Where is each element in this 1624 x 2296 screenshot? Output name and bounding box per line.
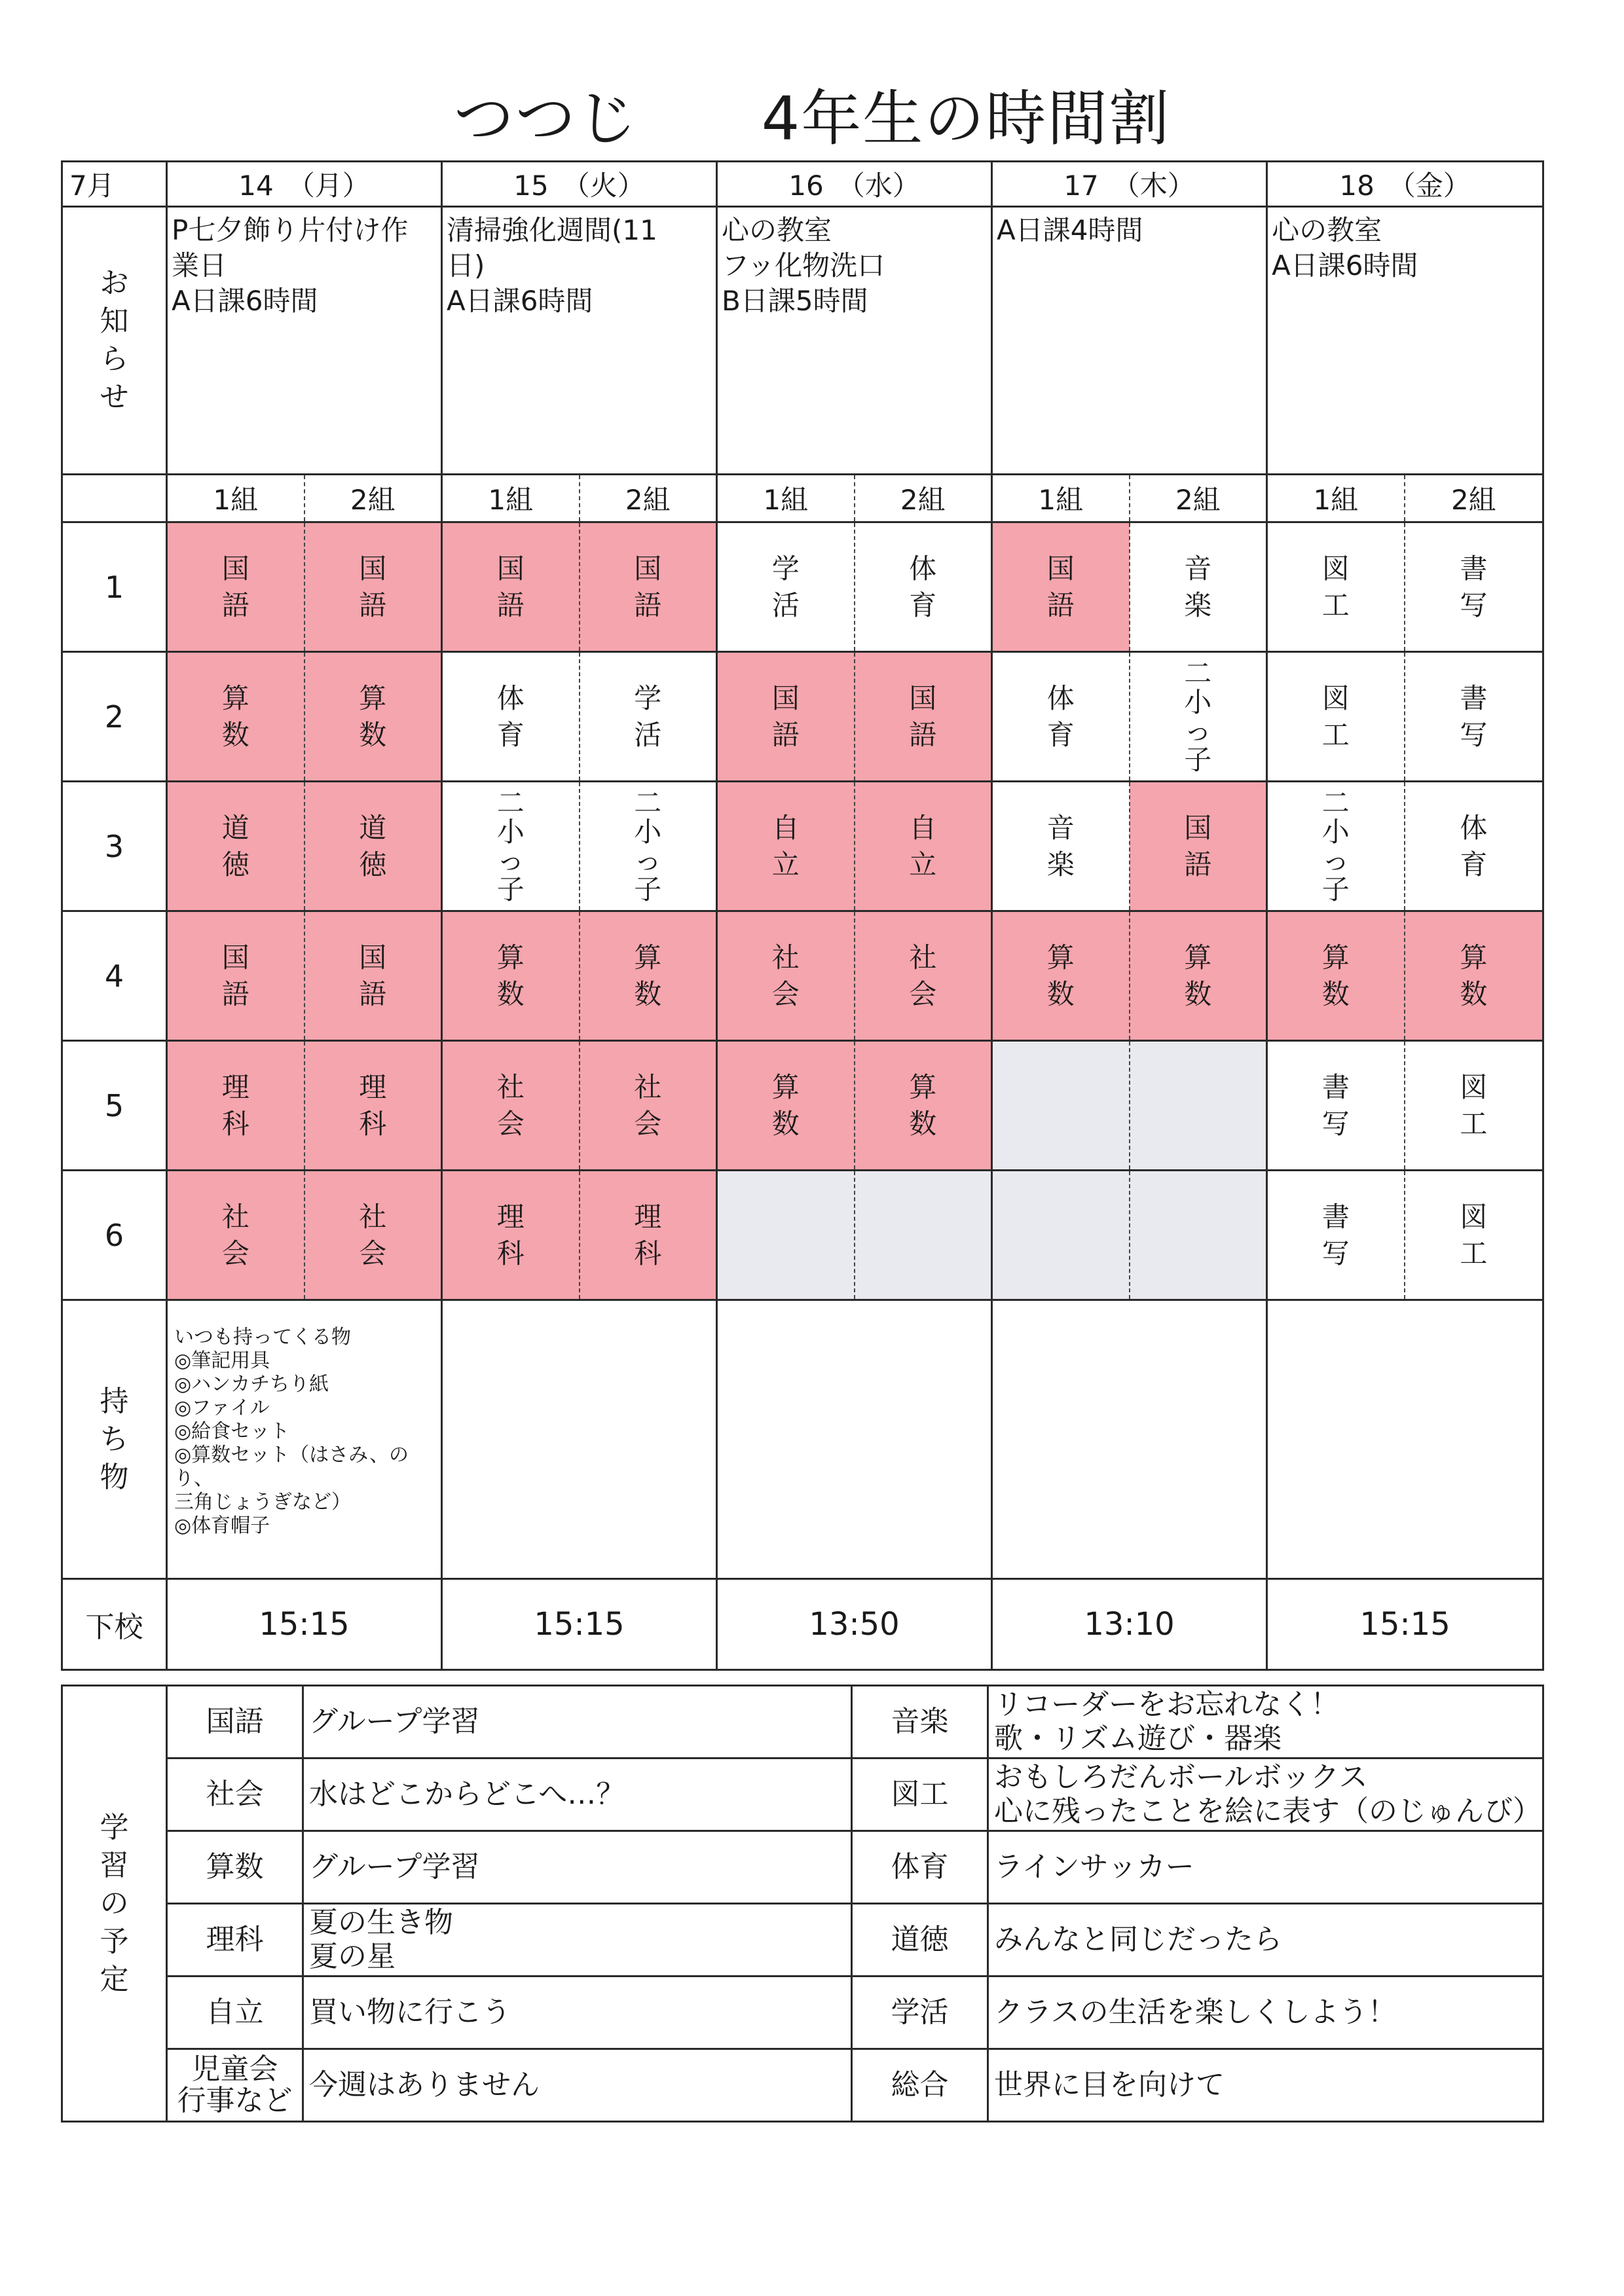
lesson-cell: 書 写 xyxy=(1267,1041,1405,1171)
period-row xyxy=(62,522,1543,652)
day-header-tue: 15 （火） xyxy=(442,162,717,207)
lesson-cell xyxy=(1130,1041,1267,1171)
day-header-fri: 18 （金） xyxy=(1267,162,1543,207)
lesson-cell: 社 会 xyxy=(167,1171,304,1300)
class-label: 2組 xyxy=(1405,475,1543,522)
lesson-cell xyxy=(717,1171,855,1300)
lesson-cell xyxy=(992,1171,1130,1300)
plan-right-subject: 道徳 xyxy=(852,1904,988,1977)
plan-row xyxy=(62,1758,1543,1831)
lesson-cell: 自 立 xyxy=(855,782,992,911)
lesson-cell: 算 数 xyxy=(855,1041,992,1171)
lesson-cell: 算 数 xyxy=(1130,911,1267,1041)
lesson-cell: 図 工 xyxy=(1267,652,1405,782)
study-plan-table xyxy=(61,1685,1544,2123)
plan-label xyxy=(62,1686,167,2122)
dismissal-time-thu: 13:10 xyxy=(992,1579,1267,1670)
plan-right-text: みんなと同じだったら xyxy=(988,1904,1543,1977)
day-header-thu: 17 （木） xyxy=(992,162,1267,207)
lesson-cell: 書 写 xyxy=(1267,1171,1405,1300)
class-label: 2組 xyxy=(1130,475,1267,522)
lesson-cell: 書 写 xyxy=(1405,522,1543,652)
lesson-cell: 二 小 っ 子 xyxy=(1267,782,1405,911)
lesson-cell: 国 語 xyxy=(580,522,717,652)
lesson-cell: 音 楽 xyxy=(1130,522,1267,652)
notice-tue: 清掃強化週間(11 日) A日課6時間 xyxy=(442,207,717,475)
period-row xyxy=(62,652,1543,782)
class-label: 2組 xyxy=(304,475,442,522)
lesson-cell: 道 徳 xyxy=(167,782,304,911)
lesson-cell: 算 数 xyxy=(717,1041,855,1171)
lesson-cell: 算 数 xyxy=(304,652,442,782)
notice-mon: P七夕飾り片付け作 業日 A日課6時間 xyxy=(167,207,442,475)
notices-label-text: お 知 ら せ xyxy=(100,266,129,414)
lesson-cell: 学 活 xyxy=(580,652,717,782)
lesson-cell: 算 数 xyxy=(992,911,1130,1041)
dismissal-time-mon: 15:15 xyxy=(167,1579,442,1670)
lesson-cell: 社 会 xyxy=(304,1171,442,1300)
notices-label xyxy=(62,207,167,475)
day-header-wed: 16 （水） xyxy=(717,162,992,207)
page-title: つつじ 4年生の時間割 xyxy=(453,84,1171,154)
items-label xyxy=(62,1300,167,1579)
class-label: 1組 xyxy=(717,475,855,522)
plan-right-text: 世界に目を向けて xyxy=(988,2049,1543,2122)
items-thu xyxy=(992,1300,1267,1579)
notice-wed: 心の教室 フッ化物洗口 B日課5時間 xyxy=(717,207,992,475)
class-label: 1組 xyxy=(167,475,304,522)
plan-right-subject: 学活 xyxy=(852,1977,988,2049)
plan-left-subject: 算数 xyxy=(167,1831,303,1904)
dismissal-time-wed: 13:50 xyxy=(717,1579,992,1670)
plan-right-text: リコーダーをお忘れなく！ 歌・リズム遊び・器楽 xyxy=(988,1686,1543,1758)
lesson-cell: 国 語 xyxy=(304,522,442,652)
plan-row xyxy=(62,2049,1543,2122)
plan-left-subject: 社会 xyxy=(167,1758,303,1831)
plan-right-text: おもしろだんボールボックス 心に残ったことを絵に表す（のじゅんび） xyxy=(988,1758,1543,1831)
plan-left-subject: 自立 xyxy=(167,1977,303,2049)
lesson-cell: 国 語 xyxy=(167,911,304,1041)
lesson-cell: 理 科 xyxy=(304,1041,442,1171)
notices-row xyxy=(62,207,1543,475)
plan-label-text: 学 習 の 予 定 xyxy=(100,1810,129,1996)
lesson-cell: 国 語 xyxy=(1130,782,1267,911)
lesson-cell: 算 数 xyxy=(1405,911,1543,1041)
lesson-cell: 自 立 xyxy=(717,782,855,911)
lesson-cell: 算 数 xyxy=(1267,911,1405,1041)
dismissal-time-tue: 15:15 xyxy=(442,1579,717,1670)
class-header-row xyxy=(62,475,1543,522)
lesson-cell: 二 小 っ 子 xyxy=(580,782,717,911)
lesson-cell: 算 数 xyxy=(442,911,580,1041)
plan-right-subject: 体育 xyxy=(852,1831,988,1904)
lesson-cell: 道 徳 xyxy=(304,782,442,911)
plan-left-text: 夏の生き物 夏の星 xyxy=(303,1904,852,1977)
items-fri xyxy=(1267,1300,1543,1579)
period-number: 6 xyxy=(62,1171,167,1300)
period-number: 5 xyxy=(62,1041,167,1171)
period-number: 1 xyxy=(62,522,167,652)
lesson-cell: 図 工 xyxy=(1405,1041,1543,1171)
plan-left-text: 今週はありません xyxy=(303,2049,852,2122)
lesson-cell: 国 語 xyxy=(167,522,304,652)
month-cell: 7月 xyxy=(62,162,167,207)
timetable xyxy=(61,160,1544,1671)
lesson-cell: 算 数 xyxy=(580,911,717,1041)
plan-right-subject: 音楽 xyxy=(852,1686,988,1758)
items-row xyxy=(62,1300,1543,1579)
lesson-cell: 図 工 xyxy=(1405,1171,1543,1300)
period-row xyxy=(62,1041,1543,1171)
class-label: 1組 xyxy=(1267,475,1405,522)
class-label: 2組 xyxy=(580,475,717,522)
lesson-cell: 社 会 xyxy=(442,1041,580,1171)
lesson-cell: 学 活 xyxy=(717,522,855,652)
period-row xyxy=(62,782,1543,911)
period-row xyxy=(62,1171,1543,1300)
plan-left-subject: 国語 xyxy=(167,1686,303,1758)
lesson-cell: 算 数 xyxy=(167,652,304,782)
plan-left-text: グループ学習 xyxy=(303,1831,852,1904)
class-header-blank xyxy=(62,475,167,522)
period-number: 4 xyxy=(62,911,167,1041)
dismissal-time-fri: 15:15 xyxy=(1267,1579,1543,1670)
dismissal-label: 下校 xyxy=(62,1579,167,1670)
class-label: 1組 xyxy=(992,475,1130,522)
plan-left-subject: 理科 xyxy=(167,1904,303,1977)
plan-right-text: クラスの生活を楽しくしよう！ xyxy=(988,1977,1543,2049)
lesson-cell: 二 小 っ 子 xyxy=(1130,652,1267,782)
lesson-cell: 社 会 xyxy=(717,911,855,1041)
lesson-cell: 体 育 xyxy=(855,522,992,652)
lesson-cell: 体 育 xyxy=(1405,782,1543,911)
notice-fri: 心の教室 A日課6時間 xyxy=(1267,207,1543,475)
plan-row xyxy=(62,1977,1543,2049)
class-label: 2組 xyxy=(855,475,992,522)
lesson-cell: 音 楽 xyxy=(992,782,1130,911)
notice-thu: A日課4時間 xyxy=(992,207,1267,475)
lesson-cell: 書 写 xyxy=(1405,652,1543,782)
items-mon: いつも持ってくる物 ◎筆記用具 ◎ハンカチちり紙 ◎ファイル ◎給食セット ◎算数セット（はさみ、のり、 三角じょうぎなど） ◎体育帽子 xyxy=(167,1300,442,1579)
plan-right-subject: 総合 xyxy=(852,2049,988,2122)
lesson-cell: 国 語 xyxy=(855,652,992,782)
dismissal-row xyxy=(62,1579,1543,1670)
items-wed xyxy=(717,1300,992,1579)
plan-left-text: 水はどこからどこへ…？ xyxy=(303,1758,852,1831)
plan-row xyxy=(62,1904,1543,1977)
period-number: 3 xyxy=(62,782,167,911)
lesson-cell: 理 科 xyxy=(442,1171,580,1300)
period-number: 2 xyxy=(62,652,167,782)
lesson-cell: 国 語 xyxy=(442,522,580,652)
items-label-text: 持 ち 物 xyxy=(100,1384,129,1494)
lesson-cell xyxy=(855,1171,992,1300)
lesson-cell: 国 語 xyxy=(992,522,1130,652)
plan-row xyxy=(62,1831,1543,1904)
lesson-cell: 国 語 xyxy=(717,652,855,782)
lesson-cell xyxy=(992,1041,1130,1171)
plan-right-subject: 図工 xyxy=(852,1758,988,1831)
lesson-cell: 社 会 xyxy=(580,1041,717,1171)
lesson-cell xyxy=(1130,1171,1267,1300)
day-header-mon: 14 （月） xyxy=(167,162,442,207)
items-tue xyxy=(442,1300,717,1579)
plan-left-subject: 児童会 行事など xyxy=(167,2049,303,2122)
lesson-cell: 社 会 xyxy=(855,911,992,1041)
header-row xyxy=(62,162,1543,207)
lesson-cell: 理 科 xyxy=(580,1171,717,1300)
plan-left-text: グループ学習 xyxy=(303,1686,852,1758)
class-label: 1組 xyxy=(442,475,580,522)
lesson-cell: 体 育 xyxy=(992,652,1130,782)
plan-row xyxy=(62,1686,1543,1758)
lesson-cell: 理 科 xyxy=(167,1041,304,1171)
lesson-cell: 二 小 っ 子 xyxy=(442,782,580,911)
period-row xyxy=(62,911,1543,1041)
lesson-cell: 体 育 xyxy=(442,652,580,782)
plan-right-text: ラインサッカー xyxy=(988,1831,1543,1904)
lesson-cell: 国 語 xyxy=(304,911,442,1041)
plan-left-text: 買い物に行こう xyxy=(303,1977,852,2049)
lesson-cell: 図 工 xyxy=(1267,522,1405,652)
